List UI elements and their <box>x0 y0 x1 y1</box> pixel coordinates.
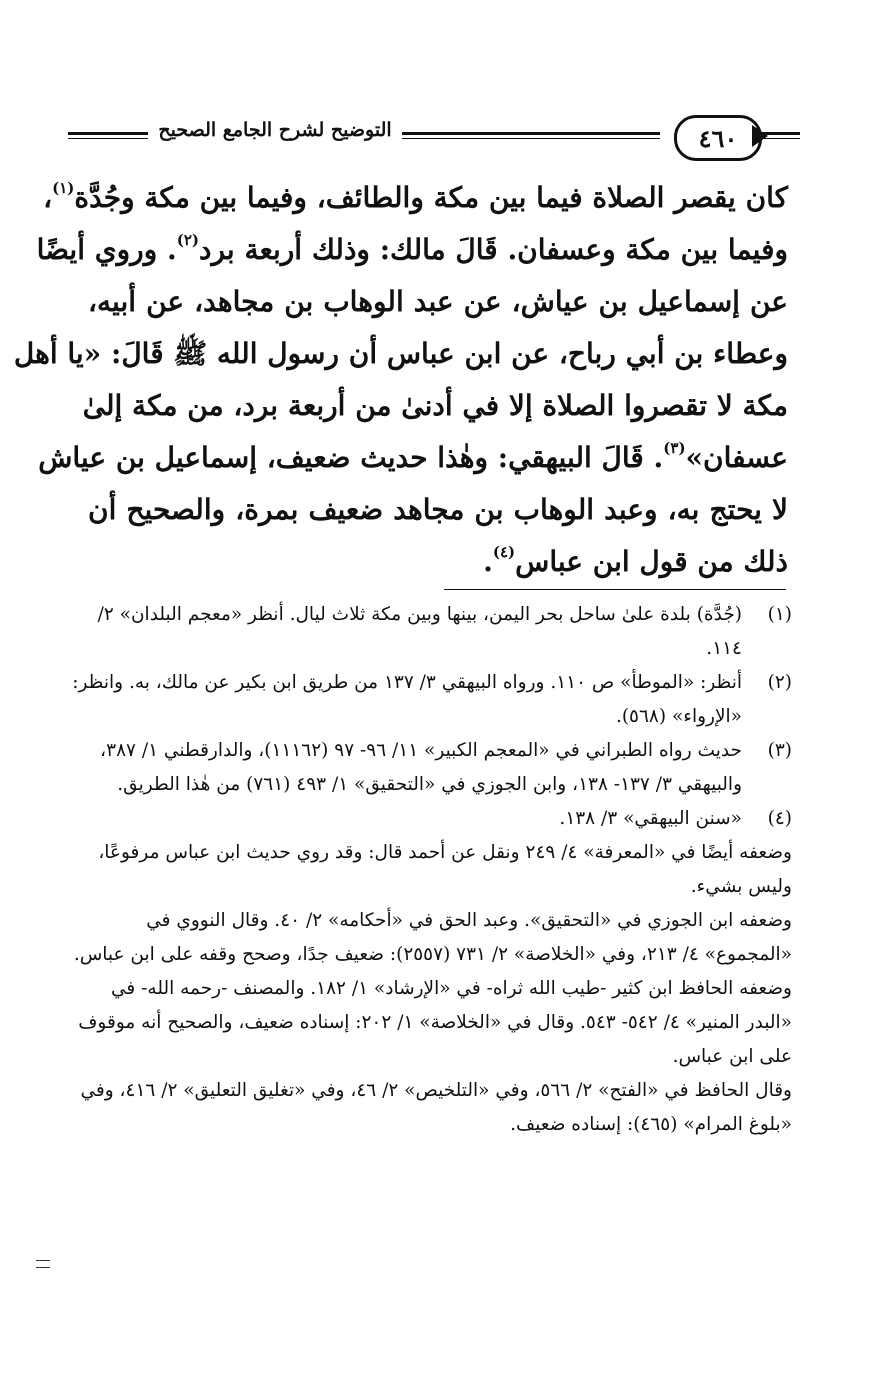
main-line-2-tail: . وروي أيضًا <box>36 233 177 266</box>
page-number: ٤٦٠ <box>698 123 738 153</box>
footnote-2-number: (٢) <box>767 672 792 693</box>
margin-mark <box>36 1260 50 1268</box>
main-text <box>13 172 788 588</box>
main-line-1-text: كان يقصر الصلاة فيما بين مكة والطائف، وفيما بين مكة وجُدَّة <box>74 181 788 214</box>
main-line-1-tail: ، <box>43 181 53 214</box>
footnote-ref-3[interactable]: (٣) <box>663 439 686 457</box>
footnote-4-paragraph-4: وقال الحافظ في «الفتح» ٢/ ٥٦٦، وفي «التلخيص» ٢/ ٤٦، وفي «تغليق التعليق» ٢/ ٤١٦، وفي «بلوغ المرام» (٤٦٥): إسناده ضعيف. <box>80 1080 792 1135</box>
main-line-7: لا يحتج به، وعبد الوهاب بن مجاهد ضعيف بمرة، والصحيح أن <box>88 493 788 526</box>
header-rule-middle <box>402 132 660 139</box>
footnote-4-paragraph-3: وضعفه الحافظ ابن كثير -طيب الله ثراه- في «الإرشاد» ١/ ١٨٢. والمصنف -رحمه الله- في «البدر المنير» ٤/ ٥٤٢- ٥٤٣. وقال في «الخلاصة» ١/ ٢٠٢: إسناده ضعيف، والصحيح أنه موقوف على ابن عباس. <box>78 978 792 1067</box>
main-line-8 <box>88 536 788 588</box>
footnote-separator <box>444 589 786 590</box>
footnote-ref-1[interactable]: (١) <box>52 179 75 197</box>
header-rule-right <box>760 132 800 139</box>
header-rule-left <box>68 132 148 139</box>
footnote-ref-2[interactable]: (٢) <box>176 231 199 249</box>
main-line-2 <box>36 224 788 276</box>
main-line-6 <box>38 432 788 484</box>
main-line-1 <box>43 172 788 224</box>
footnote-4-paragraph-2: وضعفه ابن الجوزي في «التحقيق». وعبد الحق في «أحكامه» ٢/ ٤٠. وقال النووي في «المجموع» ٤/ ٢١٣، وفي «الخلاصة» ٢/ ٧٣١ (٢٥٥٧): ضعيف جدًا، وصحح وقفه على ابن عباس. <box>73 910 792 965</box>
footnote-2 <box>70 666 792 734</box>
footnote-4-text: «سنن البيهقي» ٣/ ١٣٨. <box>559 808 742 829</box>
book-title: التوضيح لشرح الجامع الصحيح <box>158 119 392 141</box>
page-number-badge <box>674 115 762 161</box>
footnote-4 <box>70 802 792 836</box>
main-line-6-tail: . قَالَ البيهقي: وهٰذا حديث ضعيف، إسماعيل بن عياش <box>38 441 664 474</box>
running-header <box>60 115 800 163</box>
footnote-1 <box>70 598 792 666</box>
footnote-1-number: (١) <box>767 604 792 625</box>
main-line-6-text: عسفان» <box>685 441 788 474</box>
footnote-4-number: (٤) <box>767 808 792 829</box>
footnote-ref-4[interactable]: (٤) <box>492 543 516 561</box>
main-line-8-tail: . <box>483 545 493 578</box>
footnote-2-text: أنظر: «الموطأ» ص ١١٠. ورواه البيهقي ٣/ ١٣٧ من طريق ابن بكير عن مالك، به. وانظر: «الإرواء» (٥٦٨). <box>72 672 742 727</box>
main-line-3: عن إسماعيل بن عياش، عن عبد الوهاب بن مجاهد، عن أبيه، <box>88 285 788 318</box>
footnote-3 <box>70 734 792 802</box>
footnotes <box>70 598 792 1142</box>
footnote-4-paragraph-1: وضعفه أيضًا في «المعرفة» ٤/ ٢٤٩ ونقل عن أحمد قال: وقد روي حديث ابن عباس مرفوعًا، وليس بشيء. <box>98 842 792 897</box>
footnote-1-text: (جُدَّة) بلدة علىٰ ساحل بحر اليمن، بينها وبين مكة ثلاث ليال. أنظر «معجم البلدان» ٢/ ١١٤. <box>97 604 742 659</box>
main-line-2-text: وفيما بين مكة وعسفان. قَالَ مالك: وذلك أربعة برد <box>199 233 788 266</box>
main-line-5: مكة لا تقصروا الصلاة إلا في أدنىٰ من أربعة برد، من مكة إلىٰ <box>82 389 788 422</box>
main-line-8-text: ذلك من قول ابن عباس <box>515 545 788 578</box>
footnote-3-text: حديث رواه الطبراني في «المعجم الكبير» ١١/ ٩٦- ٩٧ (١١١٦٢)، والدارقطني ١/ ٣٨٧، والبيهقي ٣/ ١٣٧- ١٣٨، وابن الجوزي في «التحقيق» ١/ ٤٩٣ (٧٦١) من هٰذا الطريق. <box>100 740 742 795</box>
footnote-3-number: (٣) <box>767 740 792 761</box>
main-line-4: وعطاء بن أبي رباح، عن ابن عباس أن رسول الله ﷺ قَالَ: «يا أهل <box>13 337 788 370</box>
